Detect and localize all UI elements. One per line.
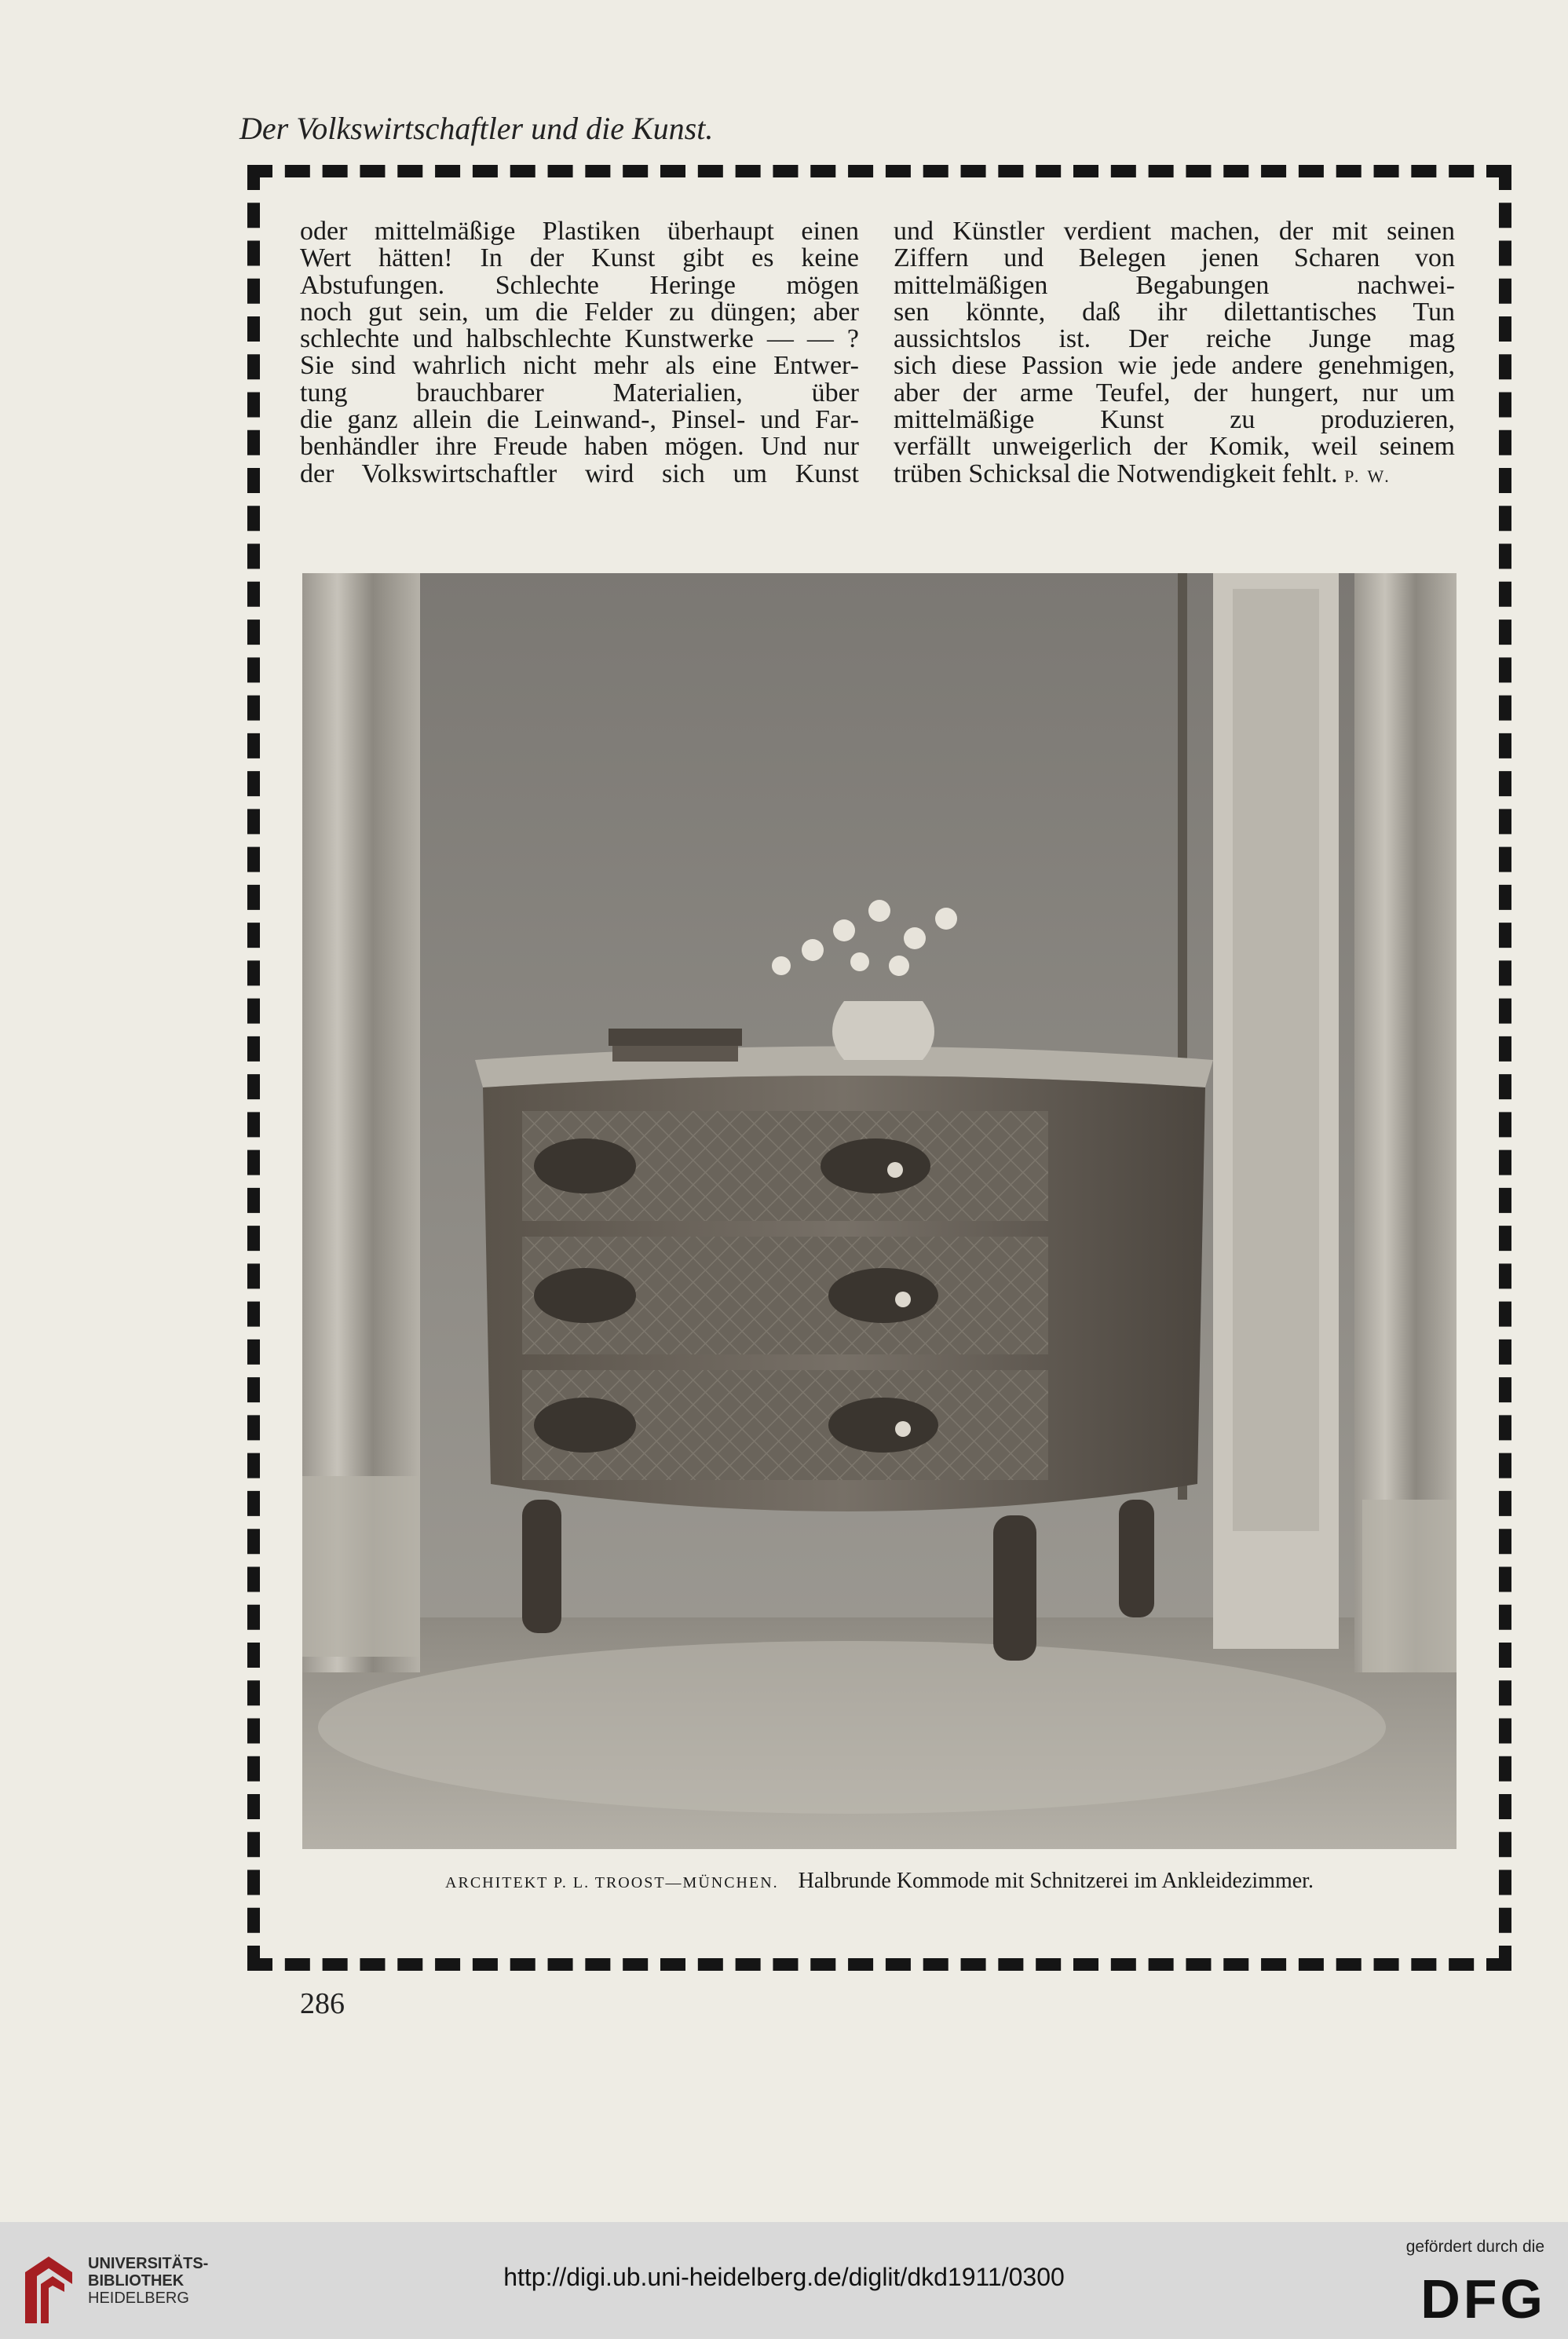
text-line-last bbox=[894, 461, 1455, 490]
running-head: Der Volkswirtschaftler und die Kunst. bbox=[239, 111, 714, 146]
text-line: aber der arme Teufel, der hungert, nur um bbox=[894, 378, 1455, 407]
library-line: HEIDELBERG bbox=[88, 2290, 189, 2307]
text-line: mittelmäßige Kunst zu produzieren, bbox=[894, 405, 1455, 435]
text-line: aussichtslos ist. Der reiche Junge mag bbox=[894, 324, 1455, 354]
digitization-footer bbox=[0, 2222, 1568, 2339]
text-line: oder mittelmäßige Plastiken überhaupt einen bbox=[300, 217, 859, 246]
text-line: und Künstler verdient machen, der mit seinen bbox=[894, 217, 1455, 246]
caption-title: Halbrunde Kommode mit Schnitzerei im Ankleidezimmer. bbox=[798, 1869, 1314, 1893]
text-line: Ziffern und Belegen jenen Scharen von bbox=[894, 243, 1455, 273]
text-line: tung brauchbarer Materialien, über bbox=[300, 378, 859, 407]
text-line: Abstufungen. Schlechte Heringe mögen bbox=[300, 270, 859, 300]
author-signature: P. W. bbox=[1344, 466, 1391, 486]
text-line: die ganz allein die Leinwand-, Pinsel- und Far- bbox=[300, 405, 859, 435]
text-column-right bbox=[894, 218, 1455, 490]
photograph-commode bbox=[302, 573, 1457, 1849]
text-line: Sie sind wahrlich nicht mehr als eine Entwer- bbox=[300, 351, 859, 381]
text-line: sen könnte, daß ihr dilettantisches Tun bbox=[894, 297, 1455, 327]
text-line: schlechte und halbschlechte Kunstwerke — — ? bbox=[300, 324, 859, 354]
library-line: BIBLIOTHEK bbox=[88, 2272, 185, 2290]
text-line: trüben Schicksal die Notwendigkeit fehlt. bbox=[894, 459, 1338, 488]
text-line: benhändler ihre Freude haben mögen. Und nur bbox=[300, 432, 859, 462]
figure-caption bbox=[302, 1869, 1457, 1894]
text-line: sich diese Passion wie jede andere genehmigen, bbox=[894, 351, 1455, 381]
page-number: 286 bbox=[300, 1987, 345, 2020]
text-column-left bbox=[300, 218, 859, 488]
library-line: UNIVERSITÄTS- bbox=[88, 2255, 209, 2272]
text-line: mittelmäßigen Begabungen nachwei- bbox=[894, 270, 1455, 300]
caption-credit: ARCHITEKT P. L. TROOST—MÜNCHEN. bbox=[445, 1874, 779, 1891]
text-line: der Volkswirtschaftler wird sich um Kunst bbox=[300, 459, 859, 488]
source-url-link[interactable]: http://digi.ub.uni-heidelberg.de/diglit/dkd1911/0300 bbox=[503, 2263, 1065, 2291]
text-line: Wert hätten! In der Kunst gibt es keine bbox=[300, 243, 859, 273]
dfg-logo: DFG bbox=[1420, 2268, 1546, 2330]
text-line: noch gut sein, um die Felder zu düngen; aber bbox=[300, 297, 859, 327]
sponsor-text: gefördert durch die bbox=[1405, 2238, 1544, 2256]
text-line: verfällt unweigerlich der Komik, weil seinem bbox=[894, 432, 1455, 462]
